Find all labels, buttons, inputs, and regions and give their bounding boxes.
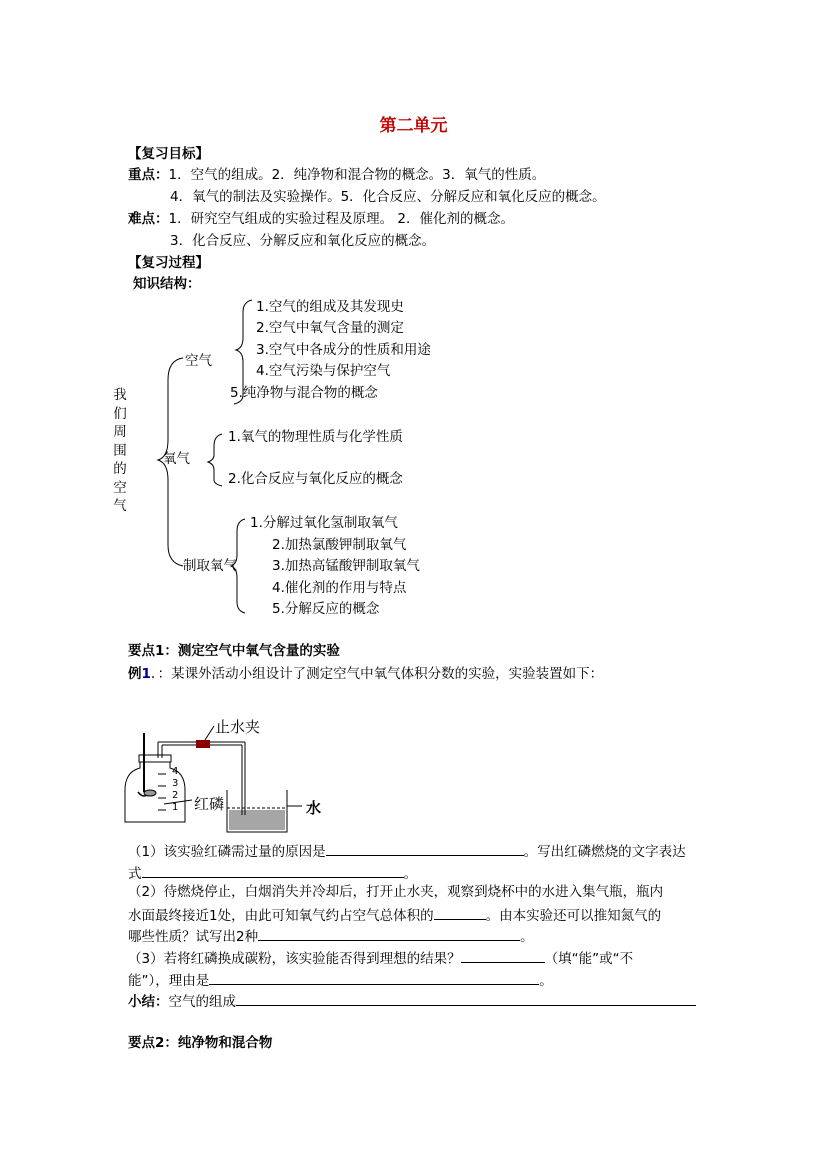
key-points-label: 重点： [128,167,169,183]
prep-item-4: 4.催化剂的作用与特点 [272,580,407,596]
process-header: 【复习过程】 [128,255,209,271]
tree-oxygen-label: 氧气 [163,451,190,467]
answer-blank[interactable] [209,970,539,985]
tree-root: 我们周围的空气 [113,387,127,514]
key-points-line2: 4．氧气的制法及实验操作。5．化合反应、分解反应和氧化反应的概念。 [170,189,606,205]
air-item-3: 3.空气中各成分的性质和用途 [256,342,431,358]
scale-2: 2 [172,790,179,801]
example1-line: 例1．：某课外活动小组设计了测定空气中氧气体积分数的实验，实验装置如下： [128,666,604,682]
clamp-icon [196,740,210,748]
water-body [229,810,285,830]
question2-line2: 水面最终接近1处，由此可知氧气约占空气总体积的 。由本实验还可以推知氮气的 [128,905,661,925]
point2-heading: 要点2：纯净物和混合物 [128,1035,273,1051]
question2-line1: （2）待燃烧停止，白烟消失并冷却后，打开止水夹，观察到烧杯中的水进入集气瓶，瓶内 [128,884,664,900]
red-phosphorus-blob [144,790,156,796]
air-item-1: 1.空气的组成及其发现史 [256,299,404,315]
point1-heading: 要点1：测定空气中氧气含量的实验 [128,643,340,659]
answer-blank[interactable] [326,841,524,856]
answer-blank[interactable] [434,905,486,920]
prep-item-5: 5.分解反应的概念 [272,601,380,617]
difficult-points-label: 难点： [128,211,169,227]
water-label: 水 [306,799,322,817]
tree-prep-label: 制取氧气 [183,558,237,574]
oxygen-item-2: 2.化合反应与氧化反应的概念 [228,471,403,487]
oxygen-item-1: 1.氧气的物理性质与化学性质 [228,429,403,445]
page-title: 第二单元 [379,116,448,136]
scale-1: 1 [172,802,179,813]
question3-line2: 能”），理由是 。 [128,970,553,990]
answer-blank[interactable] [142,863,404,878]
question3-line1: （3）若将红磷换成碳粉，该实验能否得到理想的结果？ （填“能”或“不 [128,948,633,968]
question1-line1: （1）该实验红磷需过量的原因是 。写出红磷燃烧的文字表达 [128,841,686,861]
clamp-label: 止水夹 [215,718,261,736]
question2-line3: 哪些性质？试写出2种 。 [128,926,534,946]
answer-blank[interactable] [461,948,545,963]
phosphorus-label: 红磷 [194,795,225,813]
structure-label: 知识结构： [133,276,201,292]
tree-air-label: 空气 [185,353,212,369]
scale-3: 3 [172,778,179,789]
answer-blank[interactable] [258,926,520,941]
objectives-header: 【复习目标】 [128,146,209,162]
difficult-points-line1: 难点：1．研究空气组成的实验过程及原理。 2．催化剂的概念。 [128,211,514,227]
prep-item-1: 1.分解过氧化氢制取氧气 [250,515,398,531]
difficult-points-line2: 3．化合反应、分解反应和氧化反应的概念。 [170,233,436,249]
prep-item-2: 2.加热氯酸钾制取氧气 [272,537,407,553]
air-item-4: 4.空气污染与保护空气 [256,363,391,379]
air-item-2: 2.空气中氧气含量的测定 [256,320,404,336]
scale-4: 4 [172,766,179,777]
key-points-line1: 重点：1．空气的组成。2．纯净物和混合物的概念。3．氧气的性质。 [128,167,546,183]
summary-line: 小结：空气的组成 [128,991,696,1011]
prep-item-3: 3.加热高锰酸钾制取氧气 [272,558,420,574]
air-item-5: 5.纯净物与混合物的概念 [230,385,378,401]
answer-blank[interactable] [236,991,696,1006]
question1-line2: 式 。 [128,863,417,883]
